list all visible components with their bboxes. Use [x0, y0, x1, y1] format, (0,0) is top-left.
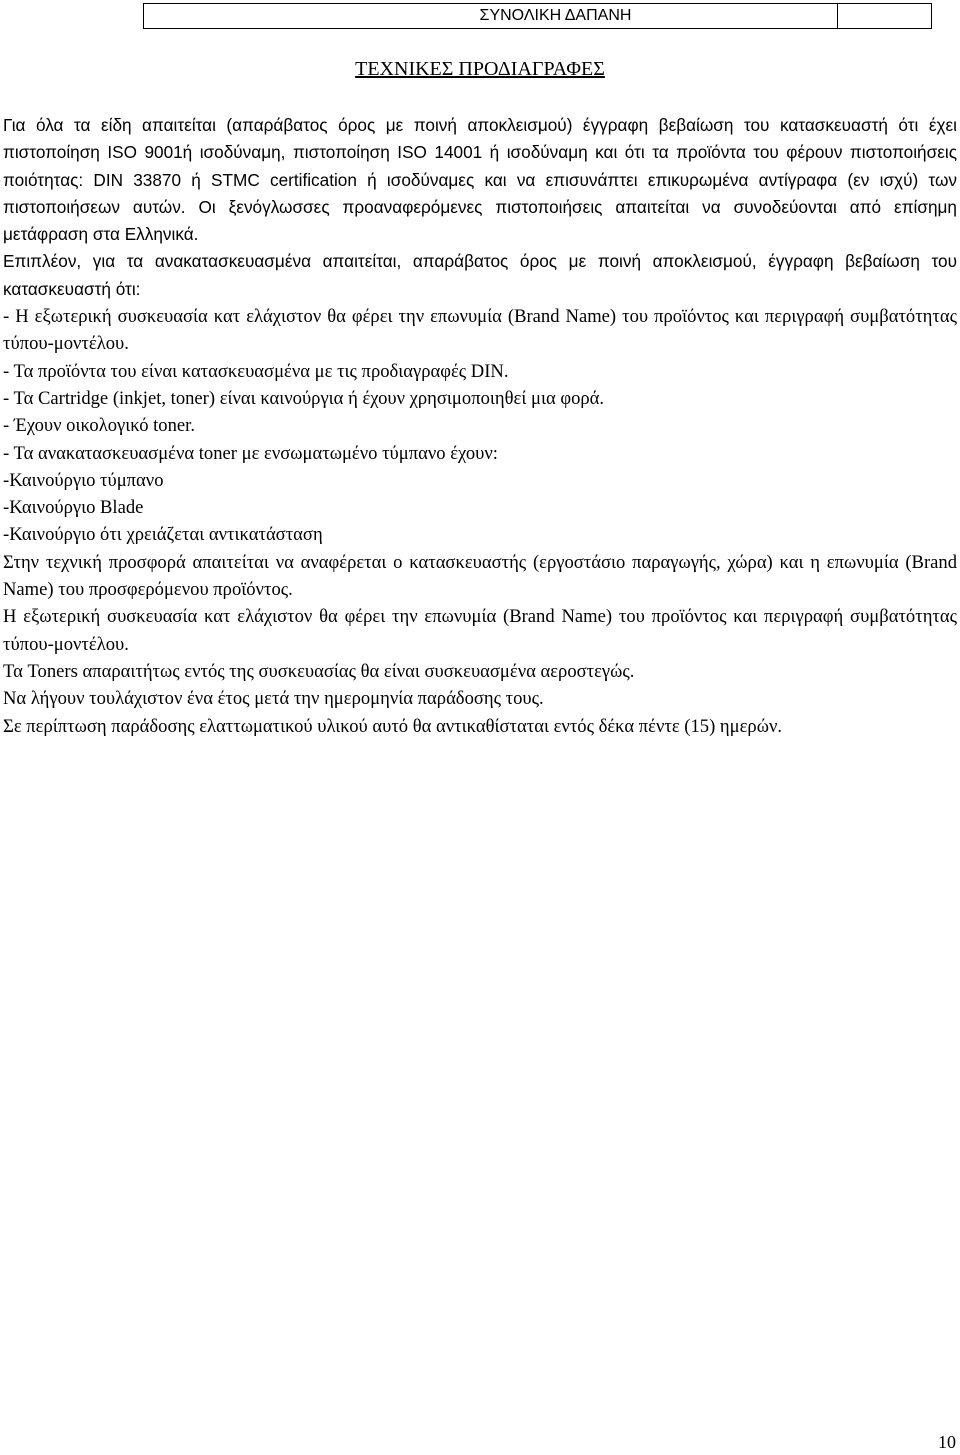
list-item: - Τα Cartridge (inkjet, toner) είναι καινούργια ή έχουν χρησιμοποιηθεί μια φορά.: [3, 387, 605, 409]
list-item: - Έχουν οικολογικό toner.: [3, 415, 195, 437]
list-item: -Καινούργιο τύμπανο: [3, 469, 164, 491]
paragraph-replacement: Σε περίπτωση παράδοσης ελαττωματικού υλικού αυτό θα αντικαθίσταται εντός δέκα πέντε (15) ημερών.: [3, 715, 783, 737]
total-cost-label: ΣΥΝΟΛΙΚΗ ΔΑΠΑΝΗ: [144, 4, 838, 28]
total-cost-value: [838, 4, 931, 28]
paragraph-remanufactured-intro: Επιπλέον, για τα ανακατασκευασμένα απαιτείται, απαράβατος όρος με ποινή αποκλεισμού, έγγραφη βεβαίωση του κατασκευαστή ότι:: [3, 251, 957, 299]
paragraph-packaging: Η εξωτερική συσκευασία κατ ελάχιστον θα φέρει την επωνυμία (Brand Name) του προϊόντος και περιγραφή συμβατότητας τύπου-μοντέλου.: [3, 606, 957, 655]
paragraph-certifications: Για όλα τα είδη απαιτείται (απαράβατος όρος με ποινή αποκλεισμού) έγγραφη βεβαίωση του κατασκευαστή ότι έχει πιστοποίηση ISO 9001ή ισοδύναμη, πιστοποίηση ISO 14001 ή ισοδύναμη και ότι τα προϊόντα του φέρουν πιστοποιήσεις ποιότητας: DIN 33870 ή STMC certification ή ισοδύναμες και να επισυνάπτει επικυρωμένα αντίγραφα (εν ισχύ) των πιστοποιήσεων αυτών. Οι ξενόγλωσσες προαναφερόμενες πιστοποιήσεις απαιτείται να συνοδεύονται από επίσημη μετάφραση στα Ελληνικά.: [3, 115, 957, 245]
list-item: - Η εξωτερική συσκευασία κατ ελάχιστον θα φέρει την επωνυμία (Brand Name) του προϊόντος και περιγραφή συμβατότητας τύπου-μοντέλου.: [3, 306, 957, 355]
list-item: -Καινούργιο ότι χρειάζεται αντικατάσταση: [3, 524, 323, 546]
paragraph-manufacturer: Στην τεχνική προσφορά απαιτείται να αναφέρεται ο κατασκευαστής (εργοστάσιο παραγωγής, χώρα) και η επωνυμία (Brand Name) του προσφερόμενου προϊόντος.: [3, 551, 957, 601]
total-cost-box: [143, 3, 932, 29]
paragraph-expiry: Να λήγουν τουλάχιστον ένα έτος μετά την ημερομηνία παράδοσης τους.: [3, 688, 544, 710]
list-item: - Τα προϊόντα του είναι κατασκευασμένα με τις προδιαγραφές DIN.: [3, 360, 509, 382]
paragraph-airtight: Τα Toners απαραιτήτως εντός της συσκευασίας θα είναι συσκευασμένα αεροστεγώς.: [3, 660, 635, 682]
document-body: [3, 112, 957, 740]
page-title: ΤΕΧΝΙΚΕΣ ΠΡΟΔΙΑΓΡΑΦΕΣ: [355, 58, 605, 80]
list-item: - Τα ανακατασκευασμένα toner με ενσωματωμένο τύμπανο έχουν:: [3, 442, 498, 464]
page-number: 10: [938, 1432, 956, 1452]
list-item: -Καινούργιο Blade: [3, 497, 144, 519]
